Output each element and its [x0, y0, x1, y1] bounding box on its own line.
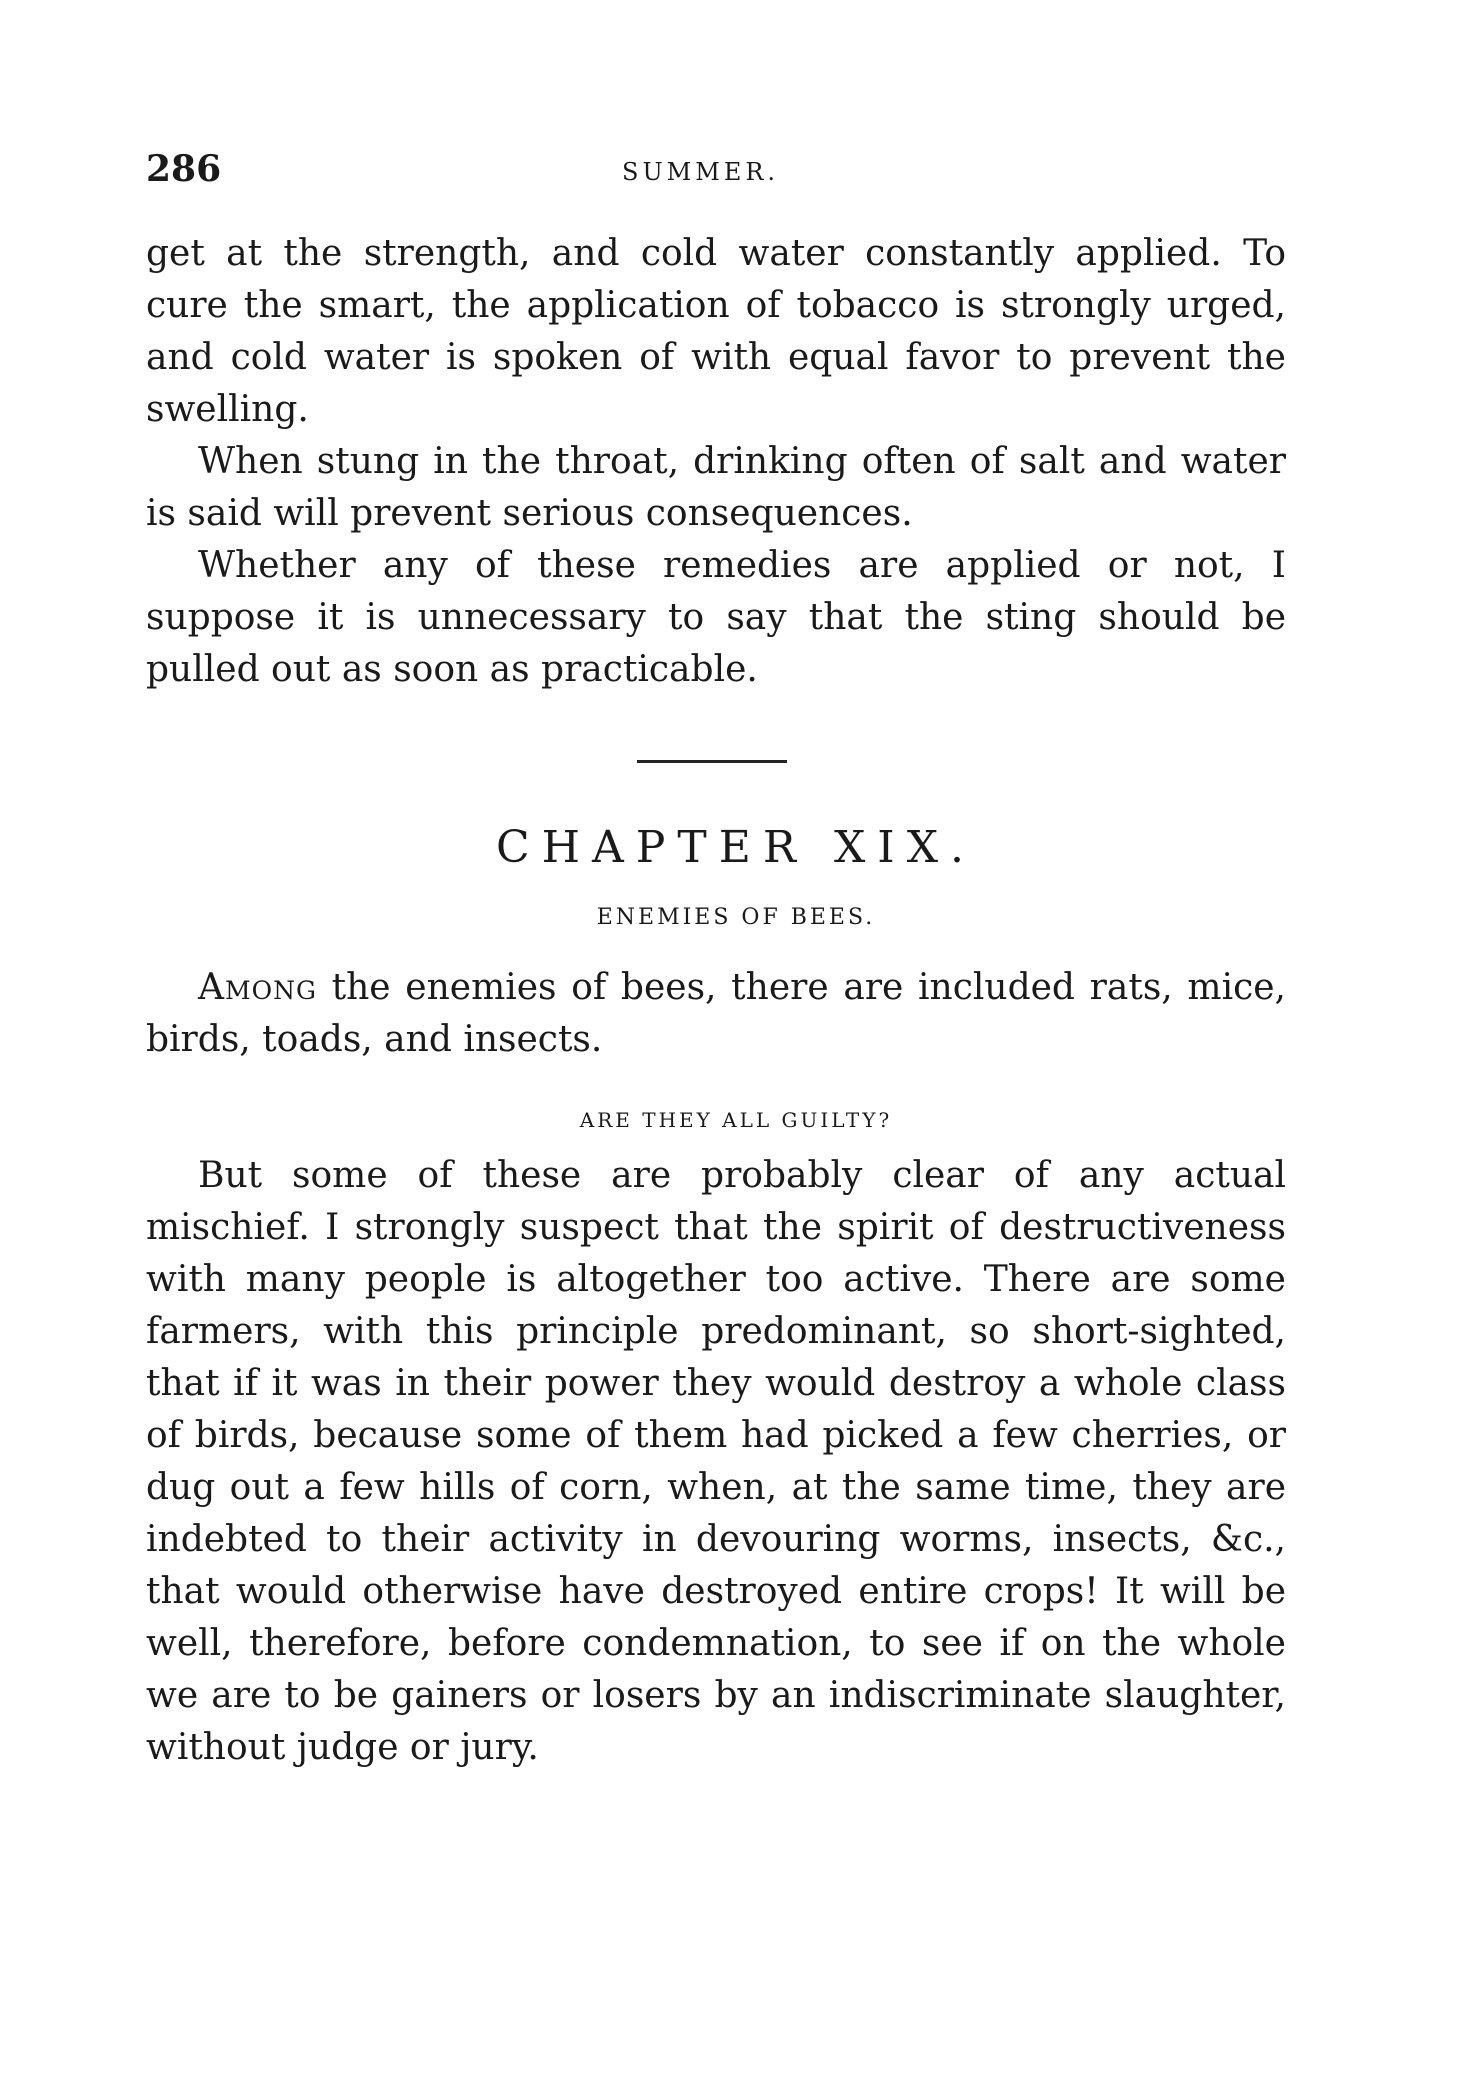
- section-body: [146, 1150, 1286, 1774]
- page-number: 286: [146, 148, 222, 190]
- chapter-intro: [146, 962, 1286, 1066]
- running-head: SUMMER.: [622, 158, 780, 186]
- chapter-divider: [637, 760, 787, 763]
- paragraph-body: But some of these are probably clear of any actual mischief. I strongly suspect that the spirit of destructiveness with many people is altogether too active. There are some farmers, with this principle predominant, so short-sighted, that if it was in their power they would destroy a whole class of birds, because some of them had picked a few cherries, or dug out a few hills of corn, when, at the same time, they are indebted to their activity in devouring worms, insects, &c., that would otherwise have destroyed entire crops! It will be well, therefore, before condemnation, to see if on the whole we are to be gainers or losers by an indiscriminate slaughter, without judge or jury.: [146, 1155, 1286, 1768]
- paragraph-sting: Whether any of these remedies are applied or not, I suppose it is unnecessary to say that the sting should be pulled out as soon as practicable.: [146, 545, 1286, 690]
- intro-lead-word: Among: [198, 967, 317, 1008]
- chapter-title: CHAPTER XIX.: [495, 822, 976, 873]
- page-header: [146, 148, 1286, 198]
- intro-text: the enemies of bees, there are included rats, mice, birds, toads, and insects.: [146, 967, 1286, 1060]
- paragraph-continued: get at the strength, and cold water constantly applied. To cure the smart, the application of tobacco is strongly urged, and cold water is spoken of with equal favor to prevent the swelling.: [146, 233, 1286, 430]
- section-heading: ARE THEY ALL GUILTY?: [579, 1108, 893, 1132]
- continued-text: [146, 228, 1286, 696]
- paragraph-throat: When stung in the throat, drinking often of salt and water is said will prevent serious consequences.: [146, 441, 1286, 534]
- chapter-subtitle: ENEMIES OF BEES.: [596, 905, 876, 930]
- paragraph-intro: [146, 962, 1286, 1066]
